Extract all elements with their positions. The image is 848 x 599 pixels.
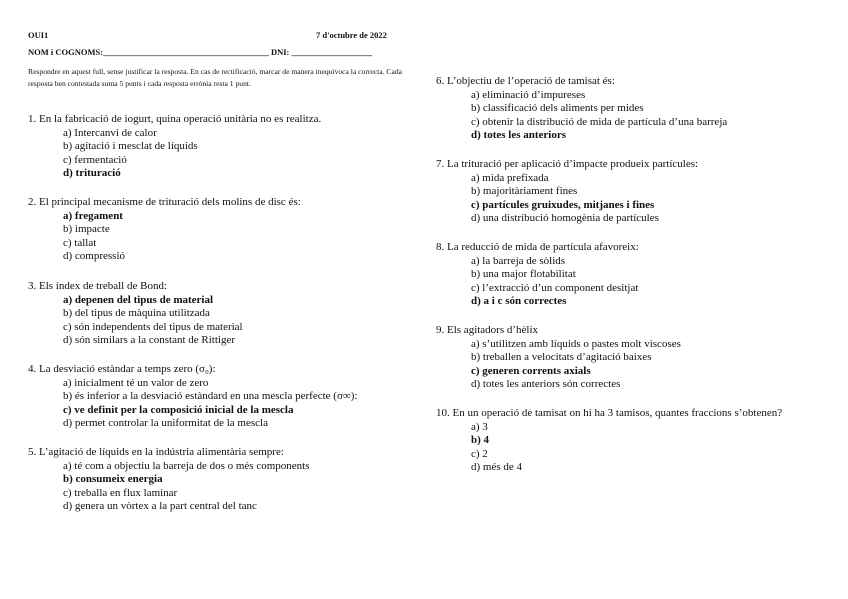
option-c: c) tallat	[63, 236, 97, 249]
question-text: 8. La reducció de mida de partícula afavoreix:	[436, 241, 639, 253]
question-8	[436, 241, 639, 309]
exam-code: OUI1	[28, 30, 49, 40]
option-a: a) inicialment té un valor de zero	[63, 376, 209, 389]
option-b-correct: b) consumeix energia	[63, 473, 163, 486]
option-d: d) totes les anteriors són correctes	[471, 378, 621, 391]
option-c: c) 2	[471, 447, 488, 460]
option-b: b) treballen a velocitats d’agitació baixes	[471, 351, 652, 364]
option-d: d) una distribució homogènia de partícules	[471, 212, 659, 225]
question-6	[436, 75, 727, 143]
question-text: 6. L’objectiu de l’operació de tamisat és:	[436, 75, 615, 87]
question-text: 7. La trituració per aplicació d’impacte produeix partícules:	[436, 158, 699, 170]
option-c: c) obtenir la distribució de mida de partícula d’una barreja	[471, 115, 728, 128]
option-a: a) 3	[471, 420, 488, 433]
option-a-correct: a) fregament	[63, 209, 123, 222]
option-b: b) del tipus de màquina utilitzada	[63, 307, 210, 320]
exam-date: 7 d'octubre de 2022	[316, 30, 387, 40]
question-text: 3. Els índex de treball de Bond:	[28, 280, 167, 292]
name-dni-line: NOM i COGNOMS:_______________________________________ DNI: ___________________	[28, 47, 373, 57]
question-text: 9. Els agitadors d’hèlix	[436, 324, 539, 336]
option-a: a) mida prefixada	[471, 171, 549, 184]
option-a: a) s’utilitzen amb líquids o pastes molt viscoses	[471, 337, 681, 350]
option-c: c) són independents del tipus de material	[63, 320, 243, 333]
option-c: c) fermentació	[63, 153, 127, 166]
question-1	[28, 113, 321, 181]
question-text: 5. L’agitació de líquids en la indústria alimentària sempre:	[28, 446, 284, 458]
option-c-correct: c) generen corrents axials	[471, 364, 591, 377]
option-b: b) classificació dels aliments per mides	[471, 102, 644, 115]
option-d: d) permet controlar la uniformitat de la mescla	[63, 417, 268, 430]
question-4	[28, 363, 357, 431]
option-c: c) treballa en flux laminar	[63, 486, 178, 499]
instructions: Respondre en aquest full, sense justificar la resposta. En cas de rectificació, marcar de manera inequívoca la correcta. Cada resposta ben contestada suma 5 punts i cada resposta errònia resta 1 punt.	[28, 67, 403, 88]
option-b: b) impacte	[63, 223, 110, 236]
option-d-correct: d) trituració	[63, 167, 121, 180]
option-b-correct: b) 4	[471, 434, 490, 447]
option-b: b) majoritàriament fines	[471, 185, 578, 198]
question-text: 10. En un operació de tamisat on hi ha 3 tamisos, quantes fraccions s’obtenen?	[436, 407, 783, 419]
option-b: b) agitació i mesclat de líquids	[63, 140, 198, 153]
option-a: a) la barreja de sòlids	[471, 254, 566, 267]
option-a-correct: a) depenen del tipus de material	[63, 293, 214, 306]
option-c: c) l’extracció d’un component desitjat	[471, 281, 639, 294]
question-5	[28, 446, 310, 514]
question-text: 4. La desviació estàndar a temps zero (σ₀):	[28, 363, 216, 375]
option-c-correct: c) ve definit per la composició inicial de la mescla	[63, 403, 294, 416]
question-text: 1. En la fabricació de iogurt, quina operació unitària no es realitza.	[28, 113, 322, 125]
option-a: a) té com a objectiu la barreja de dos o més components	[63, 459, 310, 472]
option-b: b) una major flotabilitat	[471, 268, 576, 281]
question-10	[436, 407, 782, 475]
option-b: b) és inferior a la desviació estàndard en una mescla perfecte (σ∞):	[63, 390, 358, 403]
question-3	[28, 280, 243, 348]
option-d: d) més de 4	[471, 461, 523, 474]
option-d: d) genera un vòrtex a la part central del tanc	[63, 500, 257, 513]
option-c-correct: c) partícules gruixudes, mitjanes i fines	[471, 198, 655, 211]
option-d: d) compressió	[63, 250, 126, 263]
question-9	[436, 324, 681, 392]
question-7	[436, 158, 698, 226]
question-text: 2. El principal mecanisme de trituració dels molins de disc és:	[28, 196, 301, 208]
option-d-correct: d) totes les anteriors	[471, 129, 567, 142]
option-a: a) Intercanvi de calor	[63, 126, 157, 139]
option-a: a) eliminació d’impureses	[471, 88, 586, 101]
option-d-correct: d) a i c són correctes	[471, 295, 567, 308]
option-d: d) són similars a la constant de Rittiger	[63, 334, 235, 347]
question-2	[28, 196, 301, 264]
